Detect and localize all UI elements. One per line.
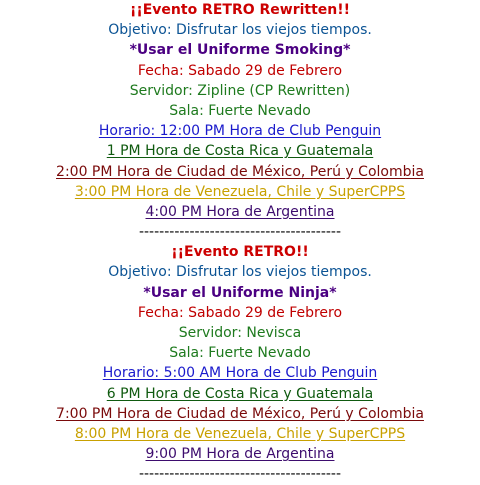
event1-objetivo (0, 20, 480, 40)
event1-horario-link[interactable]: Horario: 12:00 PM Hora de Club Penguin (98, 123, 382, 140)
event2-title: ¡¡Evento RETRO!! (171, 244, 309, 261)
event2-uniform: *Usar el Uniforme Ninja* (143, 284, 337, 301)
event1-fecha: Fecha: Sabado 29 de Febrero (137, 62, 343, 79)
event2-objetivo-label: Objetivo: (108, 264, 176, 281)
event2-objetivo (0, 262, 480, 282)
event2-time-mexico-link[interactable]: 7:00 PM Hora de Ciudad de México, Perú y Colombia (56, 405, 424, 422)
event2-time-argentina-link[interactable]: 9:00 PM Hora de Argentina (145, 446, 335, 463)
separator-1: ---------------------------------------- (138, 224, 342, 241)
event1-time-venezuela-link[interactable]: 3:00 PM Hora de Venezuela, Chile y SuperCPPS (74, 183, 406, 200)
event2-horario-link[interactable]: Horario: 5:00 AM Hora de Club Penguin (102, 365, 378, 382)
event2-time-venezuela-link[interactable]: 8:00 PM Hora de Venezuela, Chile y SuperCPPS (74, 425, 406, 442)
event1-sala: Sala: Fuerte Nevado (169, 102, 311, 119)
event2-objetivo-value: Disfrutar los viejos tiempos. (176, 264, 372, 281)
event1-time-argentina-link[interactable]: 4:00 PM Hora de Argentina (145, 203, 335, 220)
event1-objetivo-label: Objetivo: (108, 22, 176, 39)
separator-2: ---------------------------------------- (138, 466, 342, 483)
event2-servidor: Servidor: Nevisca (178, 325, 302, 341)
event2-fecha: Fecha: Sabado 29 de Febrero (137, 304, 343, 321)
event1-servidor: Servidor: Zipline (CP Rewritten) (129, 82, 351, 99)
event1-objetivo-value: Disfrutar los viejos tiempos. (176, 22, 372, 39)
event2-time-costa-rica-link[interactable]: 6 PM Hora de Costa Rica y Guatemala (106, 385, 374, 402)
event2-sala: Sala: Fuerte Nevado (169, 345, 311, 362)
event1-title: ¡¡Evento RETRO Rewritten!! (129, 2, 351, 18)
event1-time-costa-rica-link[interactable]: 1 PM Hora de Costa Rica y Guatemala (106, 143, 374, 160)
event1-time-mexico-link[interactable]: 2:00 PM Hora de Ciudad de México, Perú y Colombia (56, 163, 424, 180)
event1-uniform: *Usar el Uniforme Smoking* (129, 42, 351, 59)
